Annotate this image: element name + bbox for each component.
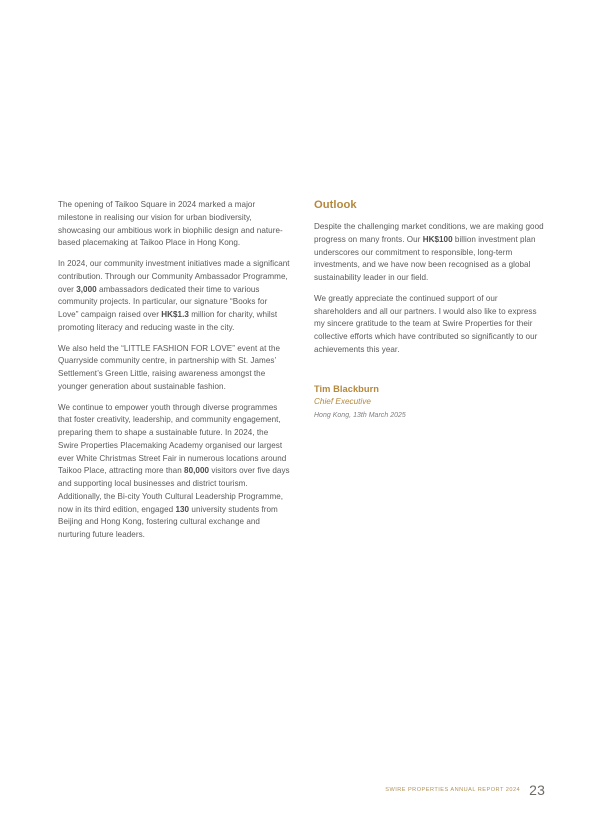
signatory-name: Tim Blackburn <box>314 383 380 394</box>
two-column-body <box>58 199 545 542</box>
paragraph-outlook-thanks: We greatly appreciate the continued support of our shareholders and all our partners. I would also like to express my sincere gratitude to the team at Swire Properties for their collective efforts which have contributed so significantly to our achievements this year. <box>314 293 538 354</box>
left-text-column <box>58 199 290 542</box>
paragraph-youth-programmes: We continue to empower youth through diverse programmes that foster creativity, leadership, and community engagement, preparing them to shape a sustainable future. In 2024, the Swire Properties Placemaking Academy organised our largest ever White Christmas Street Fair in numerous locations around Taikoo Place, attracting more than 80,000 visitors over five days and supporting local businesses and district tourism. Additionally, the Bi-city Youth Cultural Leadership Programme, now in its third edition, engaged 130 university students from Beijing and Hong Kong, fostering cultural exchange and nurturing future leaders. <box>58 402 290 539</box>
paragraph-taikoo-square: The opening of Taikoo Square in 2024 marked a major milestone in realising our vision for urban biodiversity, showcasing our ambitious work in biophilic design and nature-based placemaking at Taikoo Place in Hong Kong. <box>58 200 283 248</box>
figure-university-students: 130 <box>175 504 190 514</box>
paragraph-outlook-progress: Despite the challenging market conditions, we are making good progress on many fronts. Our HK$100 billion investment plan underscores our commitment to responsible, long-term investments, and we have now been recognised as a global sustainability leader in our field. <box>314 222 544 282</box>
page-number: 23 <box>529 782 545 798</box>
signature-place-and-date: Hong Kong, 13th March 2025 <box>314 411 406 419</box>
signature-block <box>314 383 546 421</box>
figure-ambassadors: 3,000 <box>76 284 97 294</box>
footer-report-label: SWIRE PROPERTIES ANNUAL REPORT 2024 <box>385 787 521 793</box>
page-footer <box>385 783 545 797</box>
right-text-column <box>314 199 546 421</box>
figure-investment-plan: HK$100 <box>422 234 453 244</box>
signatory-role: Chief Executive <box>314 396 371 406</box>
section-heading-outlook: Outlook <box>314 199 357 211</box>
paragraph-little-fashion-for-love: We also held the “LITTLE FASHION FOR LOVE” event at the Quarryside community centre, in partnership with St. James’ Settlement’s Green Little, raising awareness amongst the younger generation about sustainable fashion. <box>58 343 281 391</box>
paragraph-community-investment: In 2024, our community investment initiatives made a significant contribution. Through our Community Ambassador Programme, over 3,000 ambassadors dedicated their time to various community projects. In particular, our signature “Books for Love” campaign raised over HK$1.3 million for charity, whilst promoting literacy and reducing waste in the city. <box>58 259 290 332</box>
figure-street-fair-visitors: 80,000 <box>184 466 210 476</box>
figure-books-for-love: HK$1.3 <box>161 310 189 319</box>
